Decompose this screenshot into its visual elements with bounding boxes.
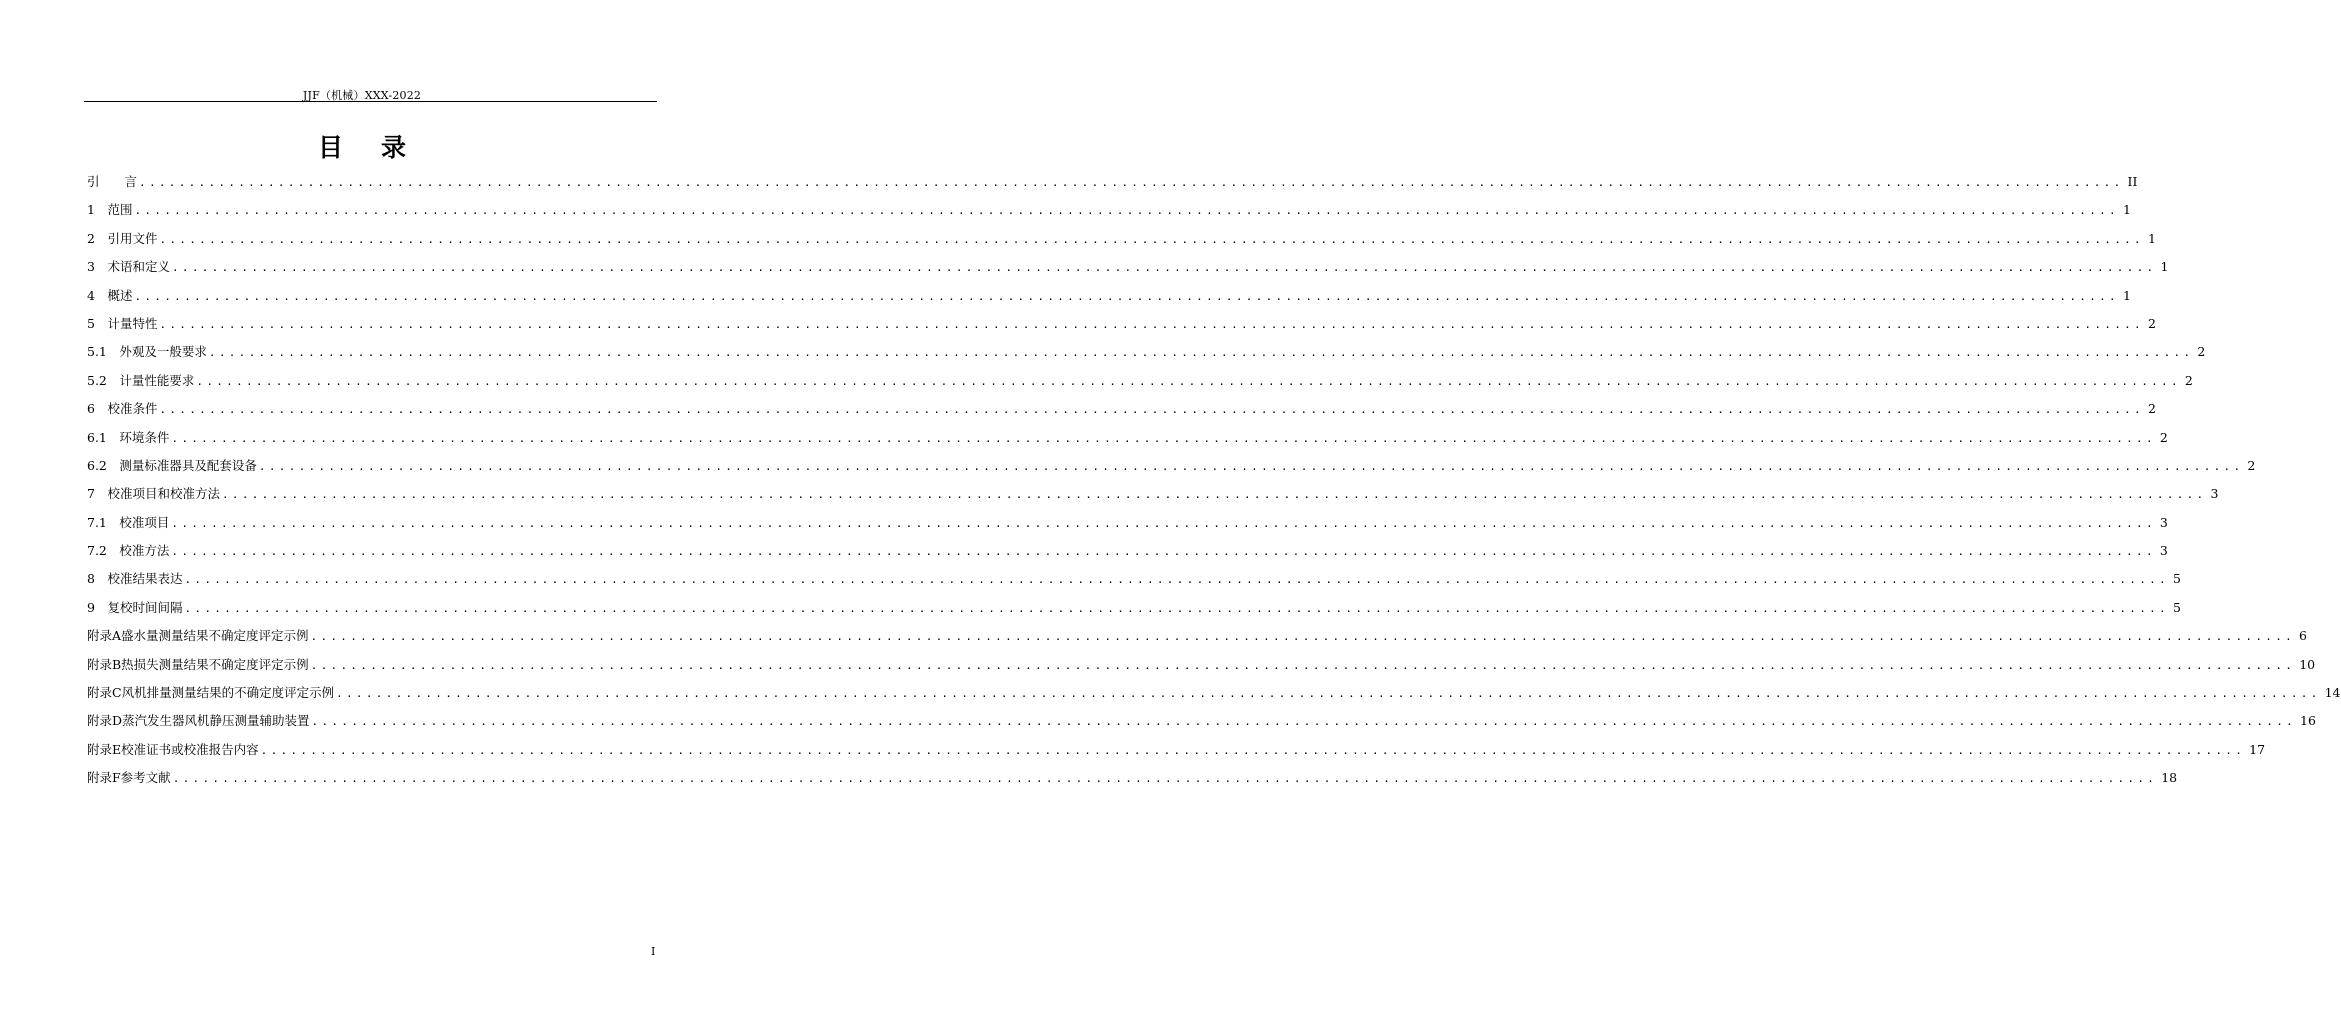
header-rule <box>84 101 657 102</box>
toc-entry-label: 6.2 测量标准器具及配套设备 <box>87 457 257 473</box>
toc-leader-dots: ........................................................................................................................................................................................................ <box>171 516 2156 530</box>
toc-entry-2[interactable] <box>87 225 2156 253</box>
toc-title-char-1: 目 <box>317 133 343 162</box>
toc-leader-dots: ........................................................................................................................................................................................................ <box>221 488 2207 502</box>
toc-entry-appendix-b[interactable] <box>87 651 2316 679</box>
toc-entry-3[interactable] <box>87 253 2169 281</box>
toc-leader-dots: ........................................................................................................................................................................................................ <box>159 317 2144 331</box>
toc-entry-page: 2 <box>2147 315 2156 331</box>
toc-entry-label: 5 计量特性 <box>87 315 158 331</box>
toc-entry-label: 7.2 校准方法 <box>87 543 170 559</box>
toc-entry-page: 10 <box>2299 656 2316 672</box>
toc-entry-page: 5 <box>2172 571 2181 587</box>
toc-entry-label: 7.1 校准项目 <box>87 514 170 530</box>
toc-entry-page: 3 <box>2159 543 2168 559</box>
toc-leader-dots: ........................................................................................................................................................................................................ <box>310 658 2296 672</box>
toc-leader-dots: ........................................................................................................................................................................................................ <box>139 176 2124 189</box>
toc-leader-dots: ........................................................................................................................................................................................................ <box>184 601 2169 615</box>
toc-entry-5-2[interactable] <box>87 367 2193 395</box>
toc-leader-dots: ........................................................................................................................................................................................................ <box>171 261 2157 275</box>
toc-entry-label: 6 校准条件 <box>87 401 158 417</box>
toc-title-char-2: 录 <box>381 133 407 162</box>
toc-entry-appendix-e[interactable] <box>87 736 2266 764</box>
toc-leader-dots: ........................................................................................................................................................................................................ <box>196 374 2181 388</box>
toc-leader-dots: ........................................................................................................................................................................................................ <box>208 346 2194 360</box>
toc-entry-6-2[interactable] <box>87 452 2256 480</box>
toc-entry-page: 6 <box>2299 628 2307 644</box>
toc-leader-dots: ........................................................................................................................................................................................................ <box>134 204 2119 218</box>
toc-entry-page: 1 <box>2147 230 2156 246</box>
toc-entry-5[interactable] <box>87 310 2156 338</box>
toc-leader-dots: ........................................................................................................................................................................................................ <box>184 573 2169 587</box>
toc-entry-label: 6.1 环境条件 <box>87 429 170 445</box>
toc-entry-label: 2 引用文件 <box>87 230 158 246</box>
toc-leader-dots: ........................................................................................................................................................................................................ <box>134 289 2119 303</box>
toc-entry-9[interactable] <box>87 594 2181 622</box>
toc-entry-label: 5.2 计量性能要求 <box>87 372 195 388</box>
toc-entry-5-1[interactable] <box>87 338 2206 366</box>
toc-entry-page: 2 <box>2247 457 2256 473</box>
toc-entry-page: 2 <box>2147 401 2156 417</box>
toc-leader-dots: ........................................................................................................................................................................................................ <box>258 459 2244 473</box>
toc-leader-dots: ........................................................................................................................................................................................................ <box>310 630 2296 644</box>
running-header: JJF（机械）XXX-2022 <box>302 89 422 102</box>
toc-entry-1[interactable] <box>87 196 2131 224</box>
toc-leader-dots: ........................................................................................................................................................................................................ <box>171 431 2156 445</box>
toc-entry-label: 7 校准项目和校准方法 <box>87 486 220 502</box>
toc-entry-page: 5 <box>2172 599 2181 615</box>
toc-entry-4[interactable] <box>87 282 2131 310</box>
toc-entry-7-1[interactable] <box>87 509 2168 537</box>
toc-entry-appendix-f[interactable] <box>87 764 2178 792</box>
toc-entry-page: 14 <box>2324 685 2341 701</box>
toc-entry-7[interactable] <box>87 480 2219 508</box>
toc-leader-dots: ........................................................................................................................................................................................................ <box>159 232 2144 246</box>
toc-entry-page: 16 <box>2300 713 2316 729</box>
toc-entry-page: 1 <box>2122 287 2131 303</box>
toc-entry-label: 附录A盛水量测量结果不确定度评定示例 <box>87 628 309 644</box>
toc-entry-6-1[interactable] <box>87 424 2168 452</box>
toc-title <box>0 132 724 164</box>
toc-leader-dots: ........................................................................................................................................................................................................ <box>311 715 2297 729</box>
toc-entry-page: 1 <box>2160 259 2169 275</box>
toc-leader-dots: ........................................................................................................................................................................................................ <box>159 403 2144 417</box>
toc-list <box>87 168 2341 793</box>
toc-entry-page: 2 <box>2184 372 2193 388</box>
toc-entry-page: II <box>2127 174 2138 189</box>
toc-entry-page: 18 <box>2161 770 2178 786</box>
toc-entry-7-2[interactable] <box>87 537 2168 565</box>
toc-entry-label: 1 范围 <box>87 202 133 218</box>
toc-leader-dots: ........................................................................................................................................................................................................ <box>336 687 2321 701</box>
toc-entry-label: 5.1 外观及一般要求 <box>87 344 207 360</box>
toc-entry-page: 2 <box>2159 429 2168 445</box>
toc-entry-page: 1 <box>2122 202 2131 218</box>
toc-entry-page: 3 <box>2210 486 2219 502</box>
toc-entry-appendix-a[interactable] <box>87 622 2307 650</box>
toc-entry-label: 3 术语和定义 <box>87 259 170 275</box>
toc-entry-label: 附录E校准证书或校准报告内容 <box>87 741 259 757</box>
toc-entry-appendix-c[interactable] <box>87 679 2341 707</box>
toc-entry-label: 4 概述 <box>87 287 133 303</box>
toc-entry-foreword[interactable] <box>87 168 2138 196</box>
toc-entry-page: 2 <box>2197 344 2206 360</box>
toc-entry-label: 附录D蒸汽发生器风机静压测量辅助装置 <box>87 713 310 729</box>
page-number: I <box>651 945 656 958</box>
toc-entry-label: 9 复校时间间隔 <box>87 599 183 615</box>
toc-leader-dots: ........................................................................................................................................................................................................ <box>171 545 2156 559</box>
toc-leader-dots: ........................................................................................................................................................................................................ <box>172 772 2158 786</box>
toc-entry-8[interactable] <box>87 565 2181 593</box>
toc-entry-6[interactable] <box>87 395 2156 423</box>
toc-entry-appendix-d[interactable] <box>87 707 2316 735</box>
toc-entry-label: 附录C风机排量测量结果的不确定度评定示例 <box>87 685 335 701</box>
toc-entry-label: 8 校准结果表达 <box>87 571 183 587</box>
toc-entry-page: 3 <box>2159 514 2168 530</box>
toc-entry-page: 17 <box>2249 741 2266 757</box>
toc-leader-dots: ........................................................................................................................................................................................................ <box>260 743 2246 757</box>
toc-entry-label: 附录B热损失测量结果不确定度评定示例 <box>87 656 309 672</box>
toc-entry-label: 引 言 <box>87 174 138 189</box>
toc-entry-label: 附录F参考文献 <box>87 770 171 786</box>
